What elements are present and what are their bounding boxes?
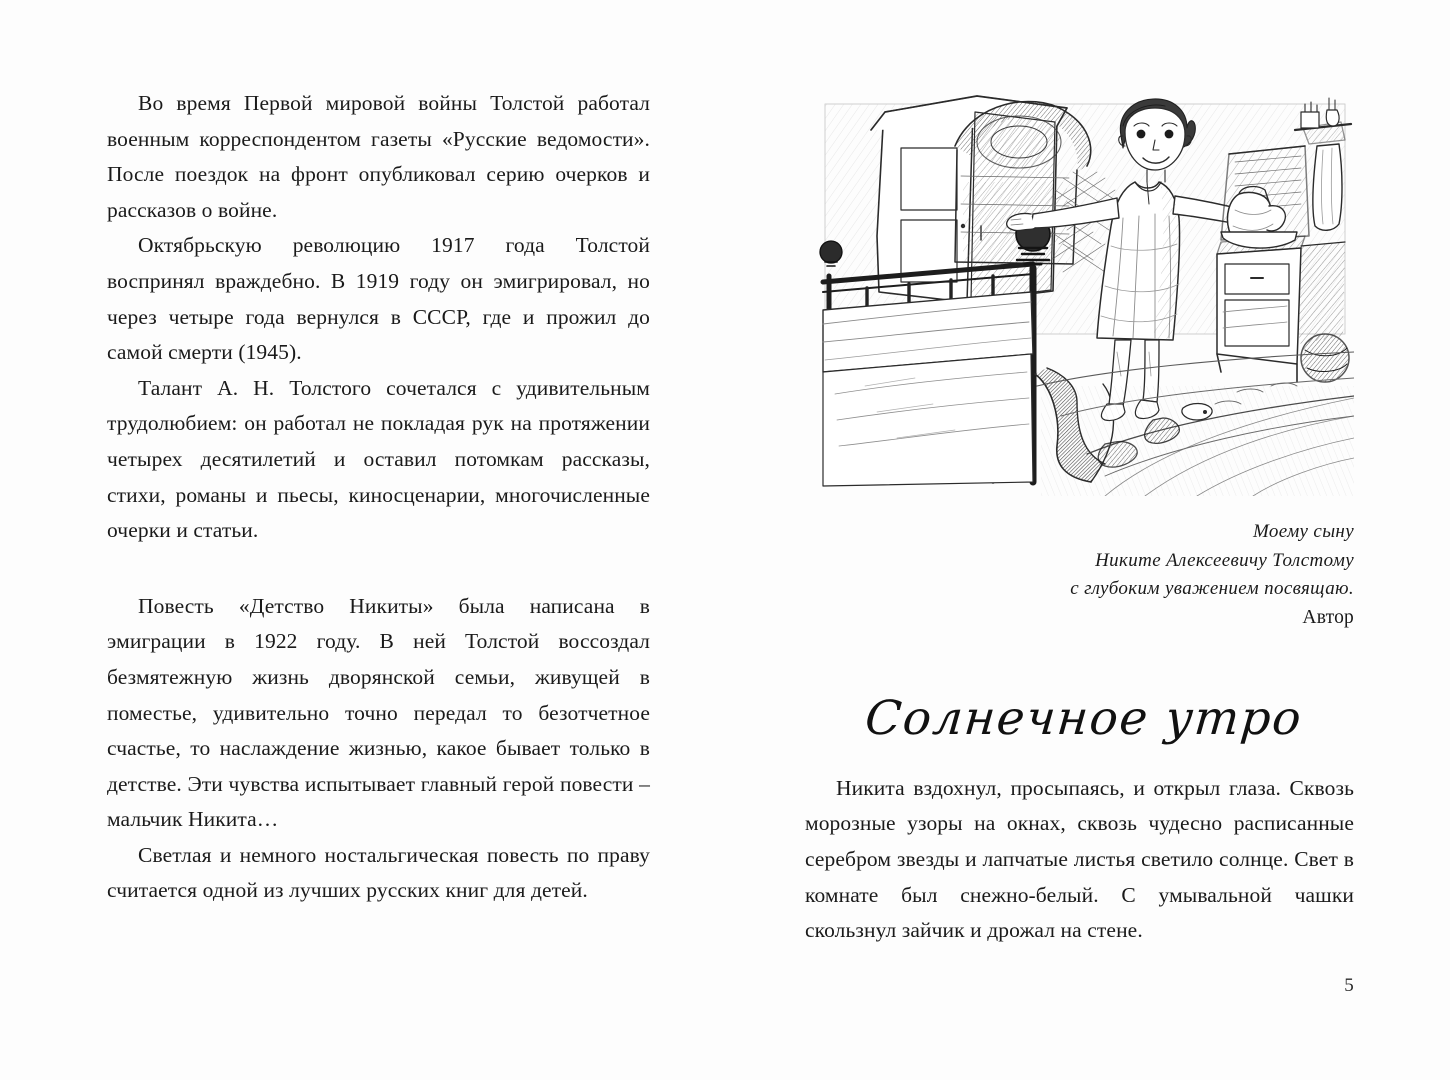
dedication <box>805 518 1354 632</box>
dedication-line: Никите Алексеевичу Толстому <box>1095 549 1354 571</box>
chapter-body-text <box>805 771 1354 949</box>
intro-block-two <box>107 589 650 909</box>
dedication-author: Автор <box>1302 606 1354 628</box>
paragraph: Никита вздохнул, просыпаясь, и открыл глаза. Сквозь морозные узоры на окнах, сквозь чудесно расписанные серебром звезды и лапчатые листья светило солнце. Свет в комнате был снежно-белый. С умывальной чашки скользнул зайчик и дрожал на стене. <box>805 775 1354 943</box>
dedication-line: с глубоким уважением посвящаю. <box>1070 578 1354 599</box>
paragraph: Светлая и немного ностальгическая повесть по праву считается одной из лучших русских книг для детей. <box>107 842 650 903</box>
chapter-title: Солнечное утро <box>862 691 1305 746</box>
paragraph: Октябрьскую революцию 1917 года Толстой воспринял враждебно. В 1919 году он эмигрировал, но через четыре года вернулся в СССР, где и прожил до самой смерти (1945). <box>107 233 650 365</box>
dedication-line: Моему сыну <box>1253 521 1354 542</box>
right-text-column <box>805 86 1354 949</box>
paragraph-block-separator <box>107 549 650 589</box>
illustration-drawing <box>805 86 1354 496</box>
paragraph: Во время Первой мировой войны Толстой работал военным корреспондентом газеты «Русские ведомости». После поездок на фронт опубликовал серию очерков и рассказов о войне. <box>107 91 650 222</box>
paragraph: Повесть «Детство Никиты» была написана в эмиграции в 1922 году. В ней Толстой воссоздал безмятежную жизнь дворянской семьи, живущей в поместье, удивительно точно передал то безотчетное счастье, то наслаждение жизнью, какое бывает только в детстве. Эти чувства испытывает главный герой повести – мальчик Никита… <box>107 593 650 832</box>
paragraph: Талант А. Н. Толстого сочетался с удивительным трудолюбием: он работал не покладая рук на протяжении четырех десятилетий и оставил потомкам рассказы, стихи, романы и пьесы, киносценарии, многочисленные очерки и статьи. <box>107 375 650 543</box>
page-number: 5 <box>1344 975 1354 996</box>
intro-block-one <box>107 86 650 549</box>
chapter-illustration <box>805 86 1354 496</box>
left-text-column <box>107 86 650 909</box>
